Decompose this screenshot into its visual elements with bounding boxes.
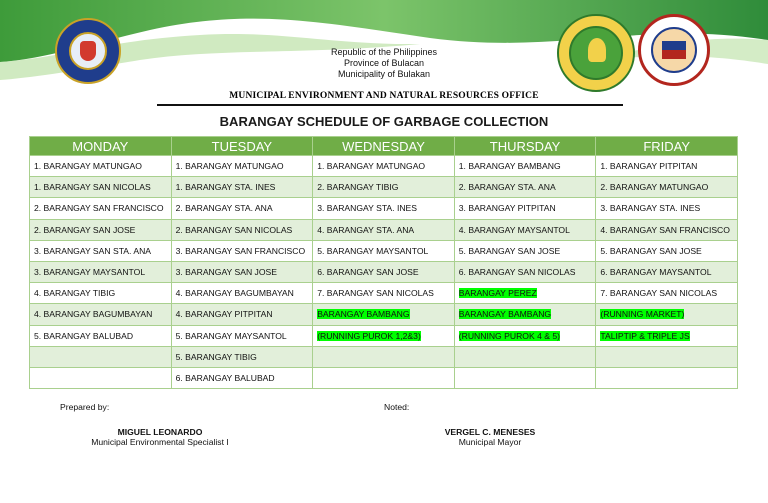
schedule-cell: 1. BARANGAY MATUNGAO	[30, 156, 172, 177]
schedule-cell: 1. BARANGAY SAN NICOLAS	[30, 177, 172, 198]
prepared-by-title: Municipal Environmental Specialist I	[91, 437, 229, 447]
schedule-cell	[596, 304, 738, 325]
day-header-wednesday: WEDNESDAY	[313, 137, 455, 156]
schedule-cell: 2. BARANGAY MATUNGAO	[596, 177, 738, 198]
schedule-cell: 2. BARANGAY STA. ANA	[454, 177, 596, 198]
schedule-cell	[313, 304, 455, 325]
day-header-row	[30, 137, 738, 156]
noted-label: Noted:	[384, 402, 410, 412]
highlighted-entry: TALIPTIP & TRIPLE JS	[600, 330, 690, 341]
schedule-cell: 2. BARANGAY SAN NICOLAS	[171, 219, 313, 240]
schedule-row	[30, 304, 738, 325]
schedule-row	[30, 198, 738, 219]
header-divider	[157, 104, 623, 106]
highlighted-entry: BARANGAY BAMBANG	[458, 309, 552, 320]
schedule-cell: 3. BARANGAY SAN FRANCISCO	[171, 240, 313, 261]
schedule-cell	[454, 367, 596, 388]
day-header-friday: FRIDAY	[596, 137, 738, 156]
schedule-cell: 1. BARANGAY MATUNGAO	[171, 156, 313, 177]
schedule-cell	[30, 346, 172, 367]
schedule-cell: 7. BARANGAY SAN NICOLAS	[596, 283, 738, 304]
schedule-cell: 6. BARANGAY SAN JOSE	[313, 261, 455, 282]
noted-by-title: Municipal Mayor	[458, 437, 522, 447]
day-header-tuesday: TUESDAY	[171, 137, 313, 156]
schedule-cell	[30, 367, 172, 388]
schedule-cell: 4. BARANGAY PITPITAN	[171, 304, 313, 325]
header-country: Republic of the Philippines	[330, 47, 438, 57]
schedule-cell: 4. BARANGAY MAYSANTOL	[454, 219, 596, 240]
schedule-cell: 1. BARANGAY PITPITAN	[596, 156, 738, 177]
schedule-cell	[454, 304, 596, 325]
page-title: BARANGAY SCHEDULE OF GARBAGE COLLECTION	[219, 114, 549, 129]
schedule-row	[30, 325, 738, 346]
schedule-cell: 6. BARANGAY BALUBAD	[171, 367, 313, 388]
schedule-cell: 3. BARANGAY PITPITAN	[454, 198, 596, 219]
schedule-row	[30, 177, 738, 198]
schedule-cell: 1. BARANGAY STA. INES	[171, 177, 313, 198]
schedule-cell: 6. BARANGAY MAYSANTOL	[596, 261, 738, 282]
highlighted-entry: (RUNNING PUROK 4 & 5)	[458, 330, 561, 341]
schedule-row	[30, 367, 738, 388]
schedule-cell: 5. BARANGAY SAN JOSE	[454, 240, 596, 261]
schedule-cell: 3. BARANGAY MAYSANTOL	[30, 261, 172, 282]
schedule-row	[30, 219, 738, 240]
schedule-cell	[313, 325, 455, 346]
schedule-cell: 4. BARANGAY BAGUMBAYAN	[171, 283, 313, 304]
schedule-cell: 4. BARANGAY BAGUMBAYAN	[30, 304, 172, 325]
header-province: Province of Bulacan	[343, 58, 425, 68]
schedule-cell: 3. BARANGAY SAN JOSE	[171, 261, 313, 282]
schedule-cell	[454, 283, 596, 304]
schedule-cell: 3. BARANGAY STA. INES	[596, 198, 738, 219]
schedule-cell: 5. BARANGAY MAYSANTOL	[171, 325, 313, 346]
schedule-cell: 5. BARANGAY MAYSANTOL	[313, 240, 455, 261]
schedule-cell: 4. BARANGAY STA. ANA	[313, 219, 455, 240]
schedule-cell	[596, 367, 738, 388]
highlighted-entry: BARANGAY BAMBANG	[317, 309, 410, 320]
schedule-cell	[596, 325, 738, 346]
schedule-cell	[454, 325, 596, 346]
schedule-row	[30, 156, 738, 177]
garbage-schedule-table	[29, 136, 738, 389]
schedule-row	[30, 261, 738, 282]
schedule-cell: 5. BARANGAY TIBIG	[171, 346, 313, 367]
highlighted-entry: (RUNNING PUROK 1,2&3)	[317, 330, 421, 341]
schedule-row	[30, 346, 738, 367]
header-municipality: Municipality of Bulakan	[337, 69, 431, 79]
schedule-cell: 1. BARANGAY MATUNGAO	[313, 156, 455, 177]
noted-name-text: VERGEL C. MENESES	[444, 427, 536, 437]
schedule-cell: 2. BARANGAY TIBIG	[313, 177, 455, 198]
day-header-thursday: THURSDAY	[454, 137, 596, 156]
prepared-by-label: Prepared by:	[60, 402, 110, 412]
schedule-cell: 4. BARANGAY SAN FRANCISCO	[596, 219, 738, 240]
schedule-cell: 2. BARANGAY SAN JOSE	[30, 219, 172, 240]
schedule-cell: 3. BARANGAY SAN STA. ANA	[30, 240, 172, 261]
schedule-cell: 5. BARANGAY BALUBAD	[30, 325, 172, 346]
highlighted-entry: BARANGAY PEREZ	[458, 288, 537, 299]
schedule-row	[30, 283, 738, 304]
schedule-cell: 1. BARANGAY BAMBANG	[454, 156, 596, 177]
schedule-cell: 5. BARANGAY SAN JOSE	[596, 240, 738, 261]
prepared-name-text: MIGUEL LEONARDO	[117, 427, 203, 437]
schedule-cell: 4. BARANGAY TIBIG	[30, 283, 172, 304]
schedule-cell: 6. BARANGAY SAN NICOLAS	[454, 261, 596, 282]
schedule-cell	[313, 346, 455, 367]
schedule-cell	[454, 346, 596, 367]
schedule-cell: 7. BARANGAY SAN NICOLAS	[313, 283, 455, 304]
schedule-cell	[596, 346, 738, 367]
noted-by-name	[390, 427, 590, 437]
schedule-cell: 3. BARANGAY STA. INES	[313, 198, 455, 219]
schedule-cell: 2. BARANGAY STA. ANA	[171, 198, 313, 219]
office-name: MUNICIPAL ENVIRONMENT AND NATURAL RESOURCES OFFICE	[229, 91, 539, 101]
day-header-monday: MONDAY	[30, 137, 172, 156]
schedule-cell: 2. BARANGAY SAN FRANCISCO	[30, 198, 172, 219]
highlighted-entry: (RUNNING MARKET)	[600, 309, 685, 320]
schedule-cell	[313, 367, 455, 388]
prepared-by-name	[60, 427, 260, 437]
schedule-row	[30, 240, 738, 261]
